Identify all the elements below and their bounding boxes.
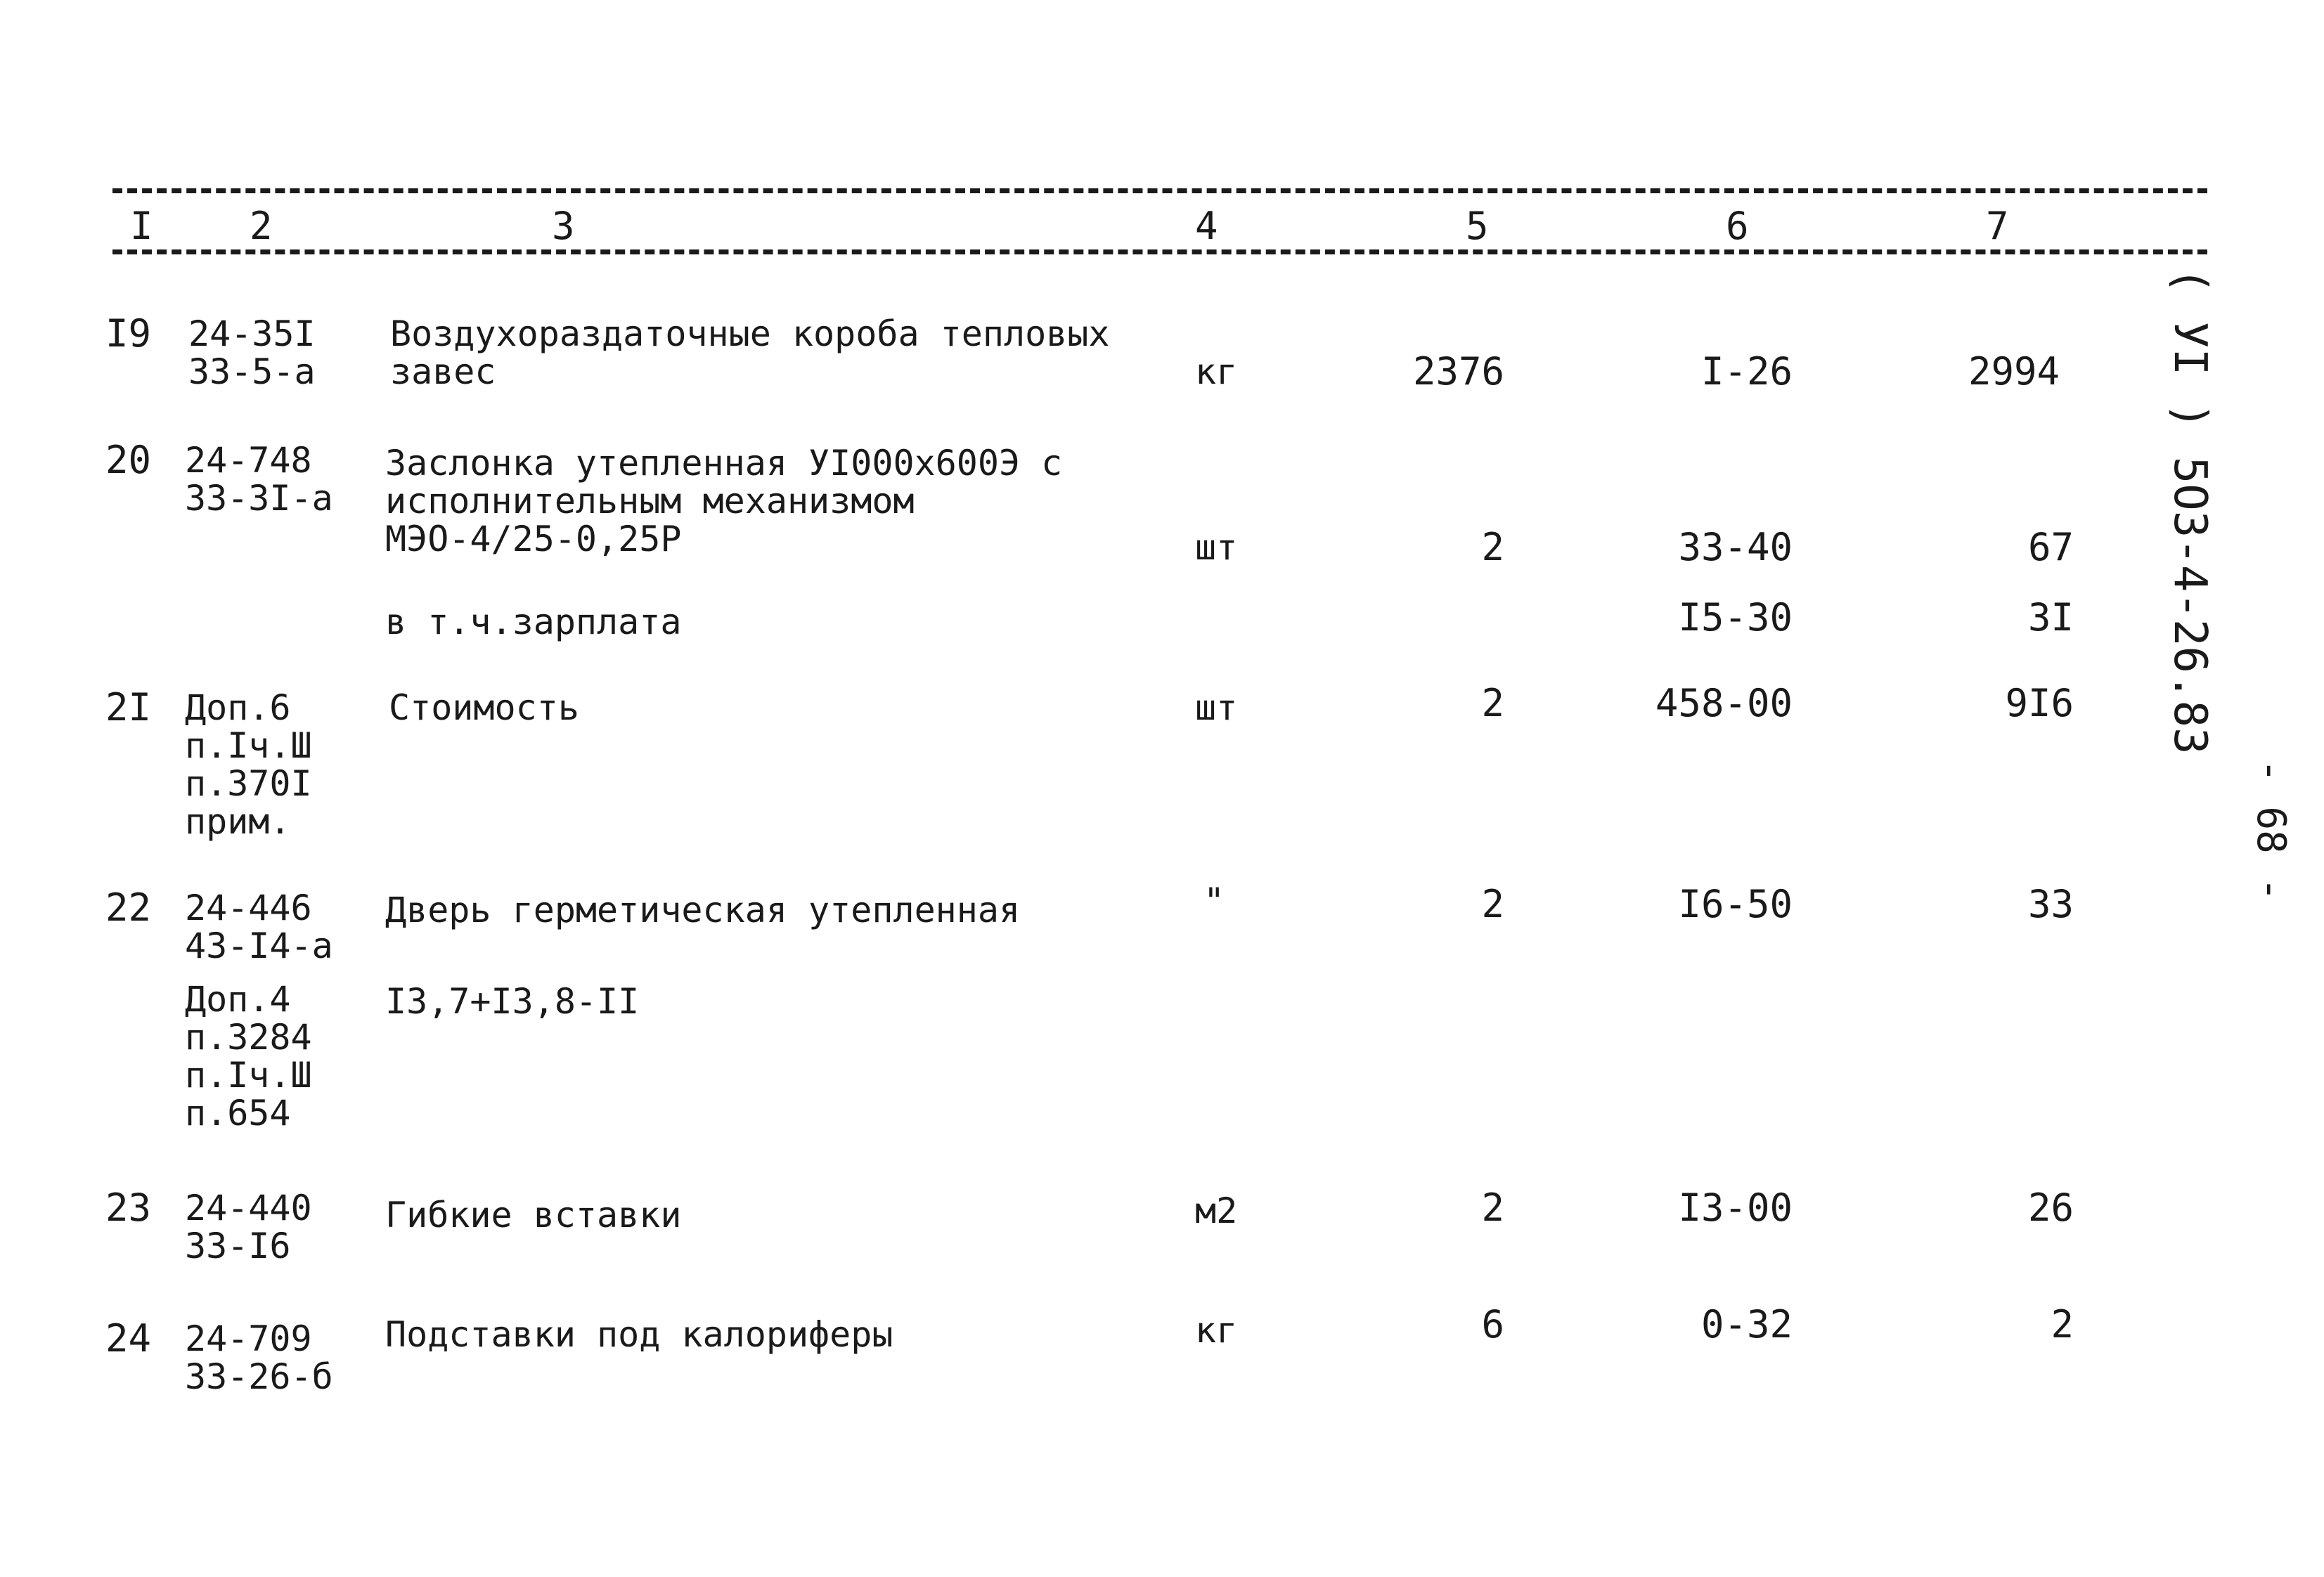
row-number: 20 <box>105 438 152 482</box>
unit: шт <box>1195 687 1238 728</box>
item-description: Подставки под калориферы <box>385 1314 893 1355</box>
item-description: Дверь герметическая утепленная <box>385 890 1021 930</box>
unit-price: I-26 <box>1700 349 1793 394</box>
row-number: 2I <box>105 685 152 729</box>
item-description: в т.ч.зарплата <box>385 602 682 642</box>
quantity: 2376 <box>1412 349 1504 394</box>
unit: м2 <box>1195 1190 1238 1231</box>
unit: кг <box>1195 351 1238 392</box>
total-cost: 33 <box>2027 882 2074 926</box>
norm-code: 24-440 33-I6 <box>185 1188 312 1266</box>
item-description: Стоимость <box>389 687 579 728</box>
norm-code: 24-709 33-26-б <box>185 1318 333 1397</box>
unit-price: I5-30 <box>1678 595 1793 640</box>
col-header-4: 4 <box>1195 204 1218 248</box>
norm-code: 24-35I 33-5-а <box>188 313 316 392</box>
header-bottom-rule <box>112 249 2207 254</box>
unit-price: 458-00 <box>1655 681 1793 725</box>
col-header-1: I <box>130 204 153 248</box>
unit-price: I6-50 <box>1678 882 1793 926</box>
unit: " <box>1203 881 1225 921</box>
col-header-3: 3 <box>552 204 575 248</box>
unit: шт <box>1195 527 1238 568</box>
quantity: 2 <box>1481 525 1504 569</box>
row-number: 22 <box>105 885 152 930</box>
norm-code: 24-446 43-I4-а <box>185 888 333 966</box>
quantity: 6 <box>1481 1302 1504 1346</box>
norm-code: Доп.4 п.3284 п.Iч.Ш п.654 <box>185 979 312 1134</box>
quantity: 2 <box>1481 1186 1504 1230</box>
total-cost: 9I6 <box>2005 681 2074 725</box>
unit-price: 0-32 <box>1700 1302 1793 1346</box>
total-cost: 3I <box>2027 595 2074 640</box>
total-cost: 67 <box>2027 525 2074 569</box>
col-header-7: 7 <box>1986 204 2009 248</box>
page-number: - 68 - <box>2248 759 2294 902</box>
unit-price: I3-00 <box>1678 1186 1793 1230</box>
norm-code: Доп.6 п.Iч.Ш п.370I прим. <box>185 687 312 842</box>
row-number: I9 <box>105 311 152 356</box>
row-number: 24 <box>105 1316 152 1361</box>
document-code: ( УI ) 5ОЗ-4-26.83 <box>2164 267 2216 755</box>
unit: кг <box>1195 1310 1238 1351</box>
total-cost: 2994 <box>1968 349 2060 394</box>
col-header-5: 5 <box>1466 204 1489 248</box>
quantity: 2 <box>1481 681 1504 725</box>
header-top-rule <box>112 188 2207 193</box>
item-description: Гибкие вставки <box>385 1195 682 1235</box>
row-number: 23 <box>105 1186 152 1230</box>
norm-code: 24-748 33-3I-а <box>185 440 333 519</box>
item-description: Воздухораздаточные короба тепловых завес <box>390 313 1110 392</box>
quantity: 2 <box>1481 882 1504 926</box>
total-cost: 26 <box>2027 1186 2074 1230</box>
total-cost: 2 <box>2051 1302 2074 1346</box>
item-description: I3,7+I3,8-II <box>385 981 640 1022</box>
col-header-2: 2 <box>250 204 273 248</box>
unit-price: 33-40 <box>1678 525 1793 569</box>
item-description: Заслонка утепленная УI000х600Э с исполнительным механизмом МЭО-4/25-0,25Р <box>385 443 1063 559</box>
col-header-6: 6 <box>1726 204 1749 248</box>
